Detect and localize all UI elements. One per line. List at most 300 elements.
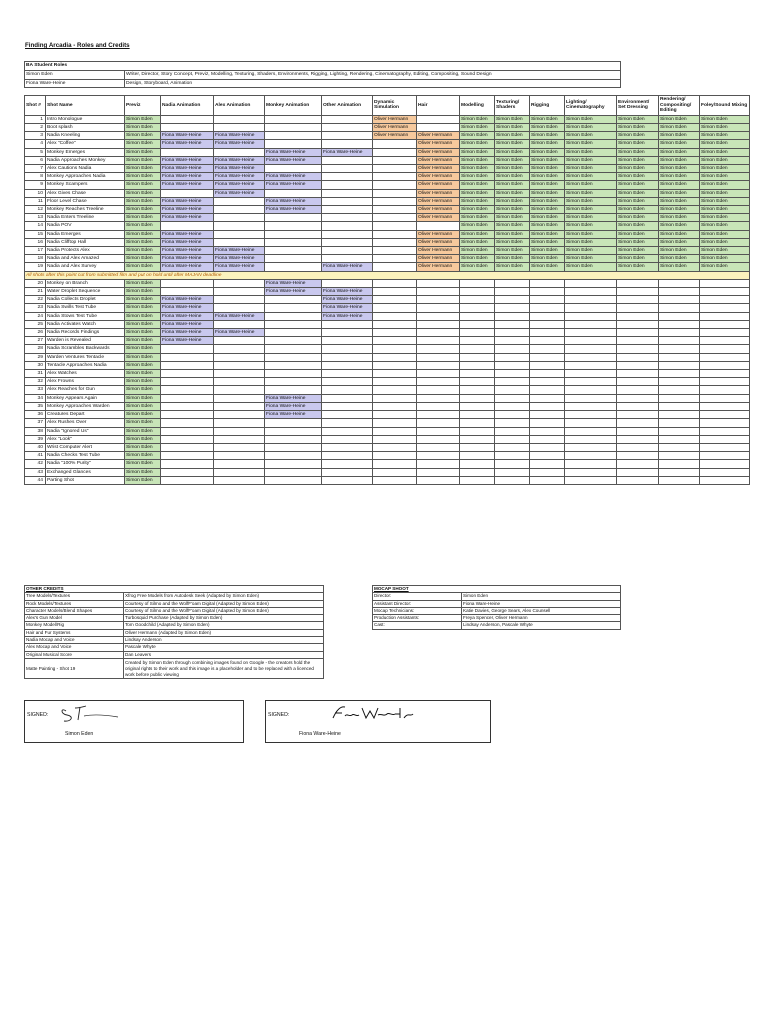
credit-cell <box>700 337 750 345</box>
table-row <box>25 402 750 410</box>
credit-cell <box>214 230 265 238</box>
credit-cell <box>265 140 322 148</box>
credit-cell <box>373 411 417 419</box>
credit-cell <box>530 296 565 304</box>
shot-name: Nadia and Alex Survey <box>46 263 125 271</box>
credit-cell <box>265 378 322 386</box>
hold-note: All shots after this point cut from submitted film and put on hold until after MAJAN deadline <box>25 271 750 279</box>
credit-cell <box>265 361 322 369</box>
credit-cell <box>700 320 750 328</box>
credit-cell <box>161 222 214 230</box>
credit-cell <box>617 435 659 443</box>
credit-cell <box>460 337 495 345</box>
credit-cell <box>417 386 460 394</box>
credit-cell: Simon Eden <box>125 263 161 271</box>
credit-cell <box>617 443 659 451</box>
credit-cell <box>417 460 460 468</box>
credit-cell: Fiona Ware-Heine <box>214 329 265 337</box>
credit-cell <box>700 419 750 427</box>
shot-number: 22 <box>25 296 46 304</box>
credit-role: Hair and Fur Systems <box>25 629 124 636</box>
credit-cell: Fiona Ware-Heine <box>265 173 322 181</box>
credit-cell: Simon Eden <box>530 123 565 131</box>
credit-cell: Simon Eden <box>125 452 161 460</box>
credit-cell <box>460 443 495 451</box>
credit-cell <box>659 288 700 296</box>
credit-cell: Fiona Ware-Heine <box>214 312 265 320</box>
credit-cell <box>322 214 373 222</box>
credit-cell <box>460 378 495 386</box>
credit-cell: Simon Eden <box>125 222 161 230</box>
credit-cell: Simon Eden <box>565 214 617 222</box>
shot-number: 36 <box>25 411 46 419</box>
credit-cell <box>265 189 322 197</box>
credit-cell <box>495 427 530 435</box>
credit-cell: Oliver Hermann <box>417 197 460 205</box>
shot-name: Nadia "100% Purity" <box>46 460 125 468</box>
credit-cell <box>322 476 373 484</box>
credit-cell <box>161 427 214 435</box>
credit-cell <box>417 452 460 460</box>
credit-cell <box>700 460 750 468</box>
credit-cell <box>161 288 214 296</box>
credit-cell <box>495 337 530 345</box>
credit-cell <box>214 443 265 451</box>
table-row <box>373 615 621 622</box>
credit-cell <box>322 386 373 394</box>
table-row <box>25 622 324 629</box>
credit-cell: Simon Eden <box>125 411 161 419</box>
shot-name: Exchanged Glances <box>46 468 125 476</box>
credit-cell <box>617 402 659 410</box>
column-header: Nadia Animation <box>161 96 214 116</box>
credit-cell <box>417 320 460 328</box>
credit-cell: Simon Eden <box>460 238 495 246</box>
credit-cell: Simon Eden <box>617 140 659 148</box>
credit-cell <box>214 337 265 345</box>
table-row <box>25 435 750 443</box>
credit-cell: Simon Eden <box>495 132 530 140</box>
credit-cell <box>265 222 322 230</box>
credit-cell <box>565 476 617 484</box>
credit-cell: Fiona Ware-Heine <box>265 402 322 410</box>
shot-name: Intro Monologue <box>46 115 125 123</box>
credit-cell: Simon Eden <box>700 165 750 173</box>
credit-cell: Simon Eden <box>460 230 495 238</box>
credit-cell: Oliver Hermann <box>373 123 417 131</box>
credit-cell <box>417 115 460 123</box>
shot-name: Creatures Depart <box>46 411 125 419</box>
credit-cell: Simon Eden <box>125 214 161 222</box>
credit-cell: Simon Eden <box>565 181 617 189</box>
shot-number: 33 <box>25 386 46 394</box>
shot-number: 15 <box>25 230 46 238</box>
shot-name: Nadia Stows Test Tube <box>46 312 125 320</box>
credit-cell <box>617 320 659 328</box>
credit-cell <box>417 419 460 427</box>
credit-cell: Fiona Ware-Heine <box>322 263 373 271</box>
credit-cell: Fiona Ware-Heine <box>265 156 322 164</box>
table-row <box>25 353 750 361</box>
credit-cell <box>214 370 265 378</box>
credit-cell <box>265 296 322 304</box>
credit-cell: Simon Eden <box>700 263 750 271</box>
credit-cell <box>495 394 530 402</box>
credit-value: Courtesy of Silmo and the WolfF'oam Digital (Adapted by Simon Eden) <box>124 607 324 614</box>
credit-cell <box>530 394 565 402</box>
shot-name: Nadia "Ignored Us" <box>46 427 125 435</box>
credit-cell <box>495 460 530 468</box>
credit-cell <box>322 156 373 164</box>
shot-number: 25 <box>25 320 46 328</box>
credit-cell: Simon Eden <box>700 123 750 131</box>
credit-cell <box>530 476 565 484</box>
credit-cell <box>460 411 495 419</box>
credit-cell <box>460 329 495 337</box>
credit-cell <box>417 443 460 451</box>
credit-cell <box>700 361 750 369</box>
credit-cell <box>495 312 530 320</box>
credit-cell <box>565 288 617 296</box>
credit-cell: Fiona Ware-Heine <box>161 263 214 271</box>
credit-cell <box>460 402 495 410</box>
credit-cell <box>617 304 659 312</box>
credit-cell <box>530 370 565 378</box>
credit-cell <box>617 329 659 337</box>
table-row <box>373 593 621 600</box>
credit-cell <box>565 378 617 386</box>
table-row <box>25 607 324 614</box>
credit-cell: Simon Eden <box>659 189 700 197</box>
shot-table-header <box>25 96 750 116</box>
shot-number: 23 <box>25 304 46 312</box>
credit-cell <box>373 255 417 263</box>
credit-cell <box>322 123 373 131</box>
credit-cell <box>617 452 659 460</box>
credit-cell: Simon Eden <box>617 181 659 189</box>
credit-cell: Simon Eden <box>659 255 700 263</box>
credit-cell: Simon Eden <box>565 115 617 123</box>
shot-number: 39 <box>25 435 46 443</box>
credit-cell: Simon Eden <box>530 214 565 222</box>
credit-cell <box>617 378 659 386</box>
credit-cell: Simon Eden <box>659 173 700 181</box>
credit-cell: Fiona Ware-Heine <box>214 247 265 255</box>
credit-cell: Simon Eden <box>495 206 530 214</box>
credit-cell: Simon Eden <box>617 222 659 230</box>
credit-cell <box>161 452 214 460</box>
credit-cell: Simon Eden <box>617 156 659 164</box>
credit-cell: Fiona Ware-Heine <box>161 132 214 140</box>
credit-cell <box>530 345 565 353</box>
credit-cell: Simon Eden <box>565 255 617 263</box>
credit-cell <box>565 370 617 378</box>
credit-cell: Simon Eden <box>530 230 565 238</box>
credit-cell: Simon Eden <box>659 132 700 140</box>
credit-cell <box>373 181 417 189</box>
credit-cell <box>495 386 530 394</box>
credit-cell <box>530 378 565 386</box>
table-row <box>25 123 750 131</box>
credit-cell <box>265 123 322 131</box>
credit-cell: Simon Eden <box>530 132 565 140</box>
credit-role: Monkey Model/Rig <box>25 622 124 629</box>
credit-cell <box>322 452 373 460</box>
credit-cell <box>700 279 750 287</box>
credit-cell: Simon Eden <box>495 230 530 238</box>
credit-cell <box>322 419 373 427</box>
table-row <box>25 197 750 205</box>
credit-cell: Simon Eden <box>495 214 530 222</box>
credit-cell: Simon Eden <box>565 148 617 156</box>
shot-number: 34 <box>25 394 46 402</box>
shot-number: 12 <box>25 206 46 214</box>
mocap-value: Fiona Ware-Heine <box>462 600 621 607</box>
column-header: Shot Name <box>46 96 125 116</box>
shot-name: Alex Rushes Over <box>46 419 125 427</box>
column-header: Previz <box>125 96 161 116</box>
credit-cell: Fiona Ware-Heine <box>161 320 214 328</box>
credit-cell <box>373 345 417 353</box>
signatory-name: Simon Eden <box>65 731 94 737</box>
credit-cell: Fiona Ware-Heine <box>265 411 322 419</box>
shot-name: Nadia and Alex Amazed <box>46 255 125 263</box>
credit-cell <box>161 435 214 443</box>
shot-number: 3 <box>25 132 46 140</box>
mocap-role: Assistant Director: <box>373 600 462 607</box>
table-row <box>25 132 750 140</box>
credit-cell <box>700 402 750 410</box>
credit-cell <box>322 165 373 173</box>
shot-number: 30 <box>25 361 46 369</box>
table-row <box>25 288 750 296</box>
credit-cell: Simon Eden <box>700 206 750 214</box>
credit-cell <box>495 435 530 443</box>
credit-cell: Simon Eden <box>125 115 161 123</box>
credit-cell <box>265 263 322 271</box>
shot-name: Alex "Coffee" <box>46 140 125 148</box>
credit-cell <box>214 452 265 460</box>
credit-cell: Simon Eden <box>125 304 161 312</box>
credit-cell <box>214 206 265 214</box>
credit-cell: Simon Eden <box>125 435 161 443</box>
shot-number: 2 <box>25 123 46 131</box>
credit-cell <box>322 427 373 435</box>
credit-cell <box>565 304 617 312</box>
credit-cell: Simon Eden <box>495 115 530 123</box>
credit-cell: Fiona Ware-Heine <box>322 312 373 320</box>
credit-value: Lindsay Anderson <box>124 637 324 644</box>
shot-name: Nadia Kneeling <box>46 132 125 140</box>
shot-name: Monkey Scampers <box>46 181 125 189</box>
credit-cell <box>659 452 700 460</box>
credit-cell <box>495 288 530 296</box>
credit-cell: Simon Eden <box>617 165 659 173</box>
credit-cell <box>659 370 700 378</box>
credit-cell <box>214 320 265 328</box>
credit-cell <box>530 443 565 451</box>
credit-cell <box>659 468 700 476</box>
shot-name: Nadia Records Findings <box>46 329 125 337</box>
credit-cell <box>265 304 322 312</box>
table-row <box>25 452 750 460</box>
credit-cell <box>373 222 417 230</box>
credit-cell <box>265 312 322 320</box>
credit-cell: Simon Eden <box>659 222 700 230</box>
credit-cell: Simon Eden <box>530 263 565 271</box>
credit-value: Dan Leavers <box>124 651 324 658</box>
credit-cell <box>700 288 750 296</box>
credit-cell <box>565 402 617 410</box>
credit-cell: Simon Eden <box>659 115 700 123</box>
credit-cell: Simon Eden <box>530 206 565 214</box>
table-row <box>25 337 750 345</box>
credit-cell <box>214 361 265 369</box>
shot-name: Warden is Revealed <box>46 337 125 345</box>
credit-cell: Oliver Hermann <box>417 189 460 197</box>
credit-cell: Simon Eden <box>460 247 495 255</box>
mocap-value: Freya Spencer, Oliver Hermann <box>462 615 621 622</box>
shot-name: Monkey Emerges <box>46 148 125 156</box>
credit-cell: Simon Eden <box>530 197 565 205</box>
credit-cell <box>700 476 750 484</box>
credit-cell <box>214 197 265 205</box>
credit-cell: Simon Eden <box>125 386 161 394</box>
signature-fiona <box>329 704 414 724</box>
credit-cell <box>373 247 417 255</box>
credit-cell <box>659 460 700 468</box>
credit-cell <box>322 230 373 238</box>
credit-cell: Simon Eden <box>700 247 750 255</box>
credit-cell: Simon Eden <box>700 230 750 238</box>
credit-cell <box>417 435 460 443</box>
credit-cell <box>700 411 750 419</box>
credit-cell <box>265 443 322 451</box>
credit-cell: Simon Eden <box>495 247 530 255</box>
credit-cell <box>214 435 265 443</box>
credit-cell <box>417 222 460 230</box>
credit-cell <box>373 263 417 271</box>
credit-cell <box>373 476 417 484</box>
credit-cell <box>373 337 417 345</box>
credit-cell <box>373 468 417 476</box>
credit-cell <box>460 288 495 296</box>
credit-cell <box>373 419 417 427</box>
shot-name: Nadia Enters Treeline <box>46 214 125 222</box>
credit-cell <box>214 222 265 230</box>
credit-cell: Simon Eden <box>495 165 530 173</box>
credit-cell <box>495 378 530 386</box>
credit-cell <box>659 476 700 484</box>
credit-cell: Fiona Ware-Heine <box>322 296 373 304</box>
table-row <box>25 658 324 678</box>
credit-cell: Simon Eden <box>125 247 161 255</box>
credit-cell: Oliver Hermann <box>417 263 460 271</box>
table-row <box>25 312 750 320</box>
credit-role: Alex's Gun Model <box>25 615 124 622</box>
credit-cell <box>417 288 460 296</box>
credit-cell <box>373 165 417 173</box>
table-row <box>25 214 750 222</box>
credit-cell: Simon Eden <box>125 173 161 181</box>
shot-name: Tentacle Approaches Nadia <box>46 361 125 369</box>
credit-cell <box>214 402 265 410</box>
credit-cell <box>700 353 750 361</box>
credit-cell: Simon Eden <box>125 123 161 131</box>
credit-cell <box>530 288 565 296</box>
credit-cell: Fiona Ware-Heine <box>265 148 322 156</box>
credit-cell <box>373 370 417 378</box>
mocap-value: Katie Davies, George Sears, Alex Counsell <box>462 607 621 614</box>
credit-cell: Simon Eden <box>460 197 495 205</box>
mocap-role: Director: <box>373 593 462 600</box>
credit-cell <box>161 361 214 369</box>
credit-cell <box>659 419 700 427</box>
credit-cell <box>322 411 373 419</box>
column-header: Hair <box>417 96 460 116</box>
credit-cell <box>565 419 617 427</box>
credit-cell: Simon Eden <box>530 140 565 148</box>
credit-cell <box>161 370 214 378</box>
credit-cell <box>161 115 214 123</box>
credit-cell: Simon Eden <box>565 132 617 140</box>
credit-cell: Simon Eden <box>125 132 161 140</box>
credit-cell <box>659 411 700 419</box>
shot-name: Floor Level Chase <box>46 197 125 205</box>
credit-cell <box>373 189 417 197</box>
credit-cell <box>214 427 265 435</box>
credit-cell <box>659 296 700 304</box>
credit-cell <box>495 370 530 378</box>
table-row <box>373 600 621 607</box>
credit-cell <box>565 312 617 320</box>
credit-cell <box>460 353 495 361</box>
table-row <box>25 247 750 255</box>
credit-cell <box>322 402 373 410</box>
credit-cell <box>214 279 265 287</box>
credit-cell: Simon Eden <box>659 148 700 156</box>
credit-cell: Simon Eden <box>125 140 161 148</box>
credit-cell <box>417 337 460 345</box>
credit-cell <box>460 312 495 320</box>
credit-value: Created by Simon Eden through combining images found on Google - the creators hold the original rights to their work and this image is a placeholder and to be replaced with a licenced work before public viewing <box>124 658 324 678</box>
shot-name: Monkey Appears Again <box>46 394 125 402</box>
credit-cell <box>700 296 750 304</box>
credit-cell: Simon Eden <box>125 189 161 197</box>
credit-cell <box>373 238 417 246</box>
table-row <box>25 593 324 600</box>
shot-number: 10 <box>25 189 46 197</box>
credit-cell <box>530 468 565 476</box>
credit-cell: Simon Eden <box>530 165 565 173</box>
shot-number: 11 <box>25 197 46 205</box>
credit-cell: Simon Eden <box>565 230 617 238</box>
credit-cell <box>373 402 417 410</box>
credit-cell <box>417 353 460 361</box>
credit-cell <box>495 345 530 353</box>
credit-cell: Simon Eden <box>125 394 161 402</box>
credit-cell <box>265 460 322 468</box>
credit-cell <box>659 320 700 328</box>
credit-cell <box>161 411 214 419</box>
shot-name: Alex Cautions Nadia <box>46 165 125 173</box>
credit-value: Courtesy of Silmo and the WolfF'oam Digital (Adapted by Simon Eden) <box>124 600 324 607</box>
credit-cell: Oliver Hermann <box>373 132 417 140</box>
credit-cell <box>265 468 322 476</box>
credit-cell: Simon Eden <box>700 181 750 189</box>
credit-cell: Simon Eden <box>565 206 617 214</box>
credit-cell <box>659 378 700 386</box>
